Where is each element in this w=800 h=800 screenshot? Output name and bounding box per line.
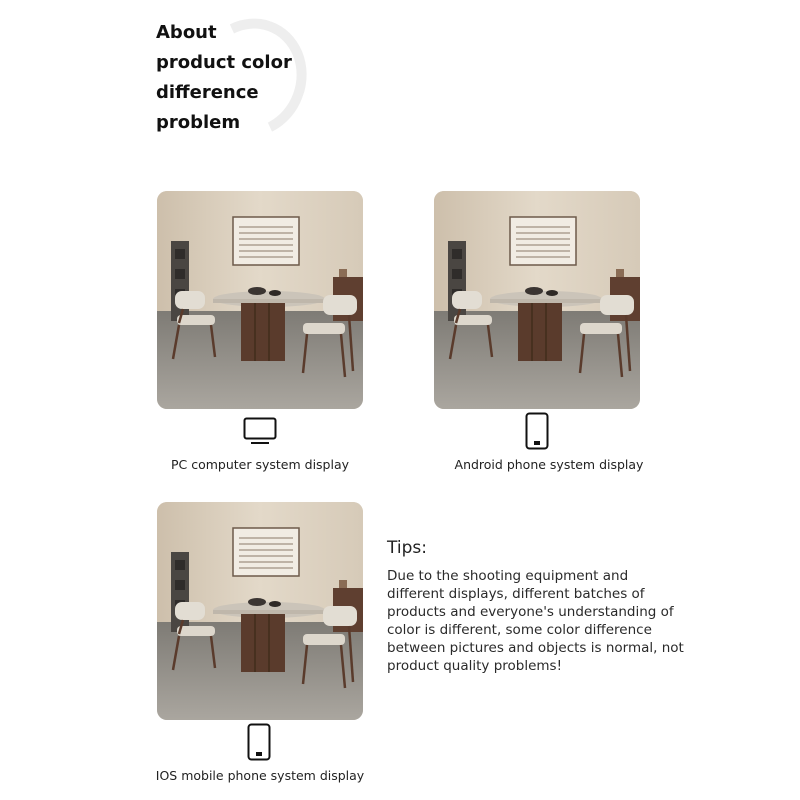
phone-icon bbox=[247, 723, 271, 765]
title-line-4: problem bbox=[156, 112, 241, 133]
ios-display-caption: IOS mobile phone system display bbox=[155, 768, 365, 783]
android-display-caption: Android phone system display bbox=[454, 457, 644, 472]
title-line-3: difference bbox=[156, 82, 259, 103]
tips-heading: Tips: bbox=[387, 538, 427, 558]
monitor-icon bbox=[243, 417, 277, 449]
ios-display-image bbox=[157, 502, 363, 720]
tips-body: Due to the shooting equipment and different displays, different batches of products and everyone's understanding of color is different, some color difference between pictures and objects is normal, not product quality problems! bbox=[387, 568, 684, 674]
title-line-1: About bbox=[156, 22, 217, 43]
phone-icon bbox=[525, 412, 549, 454]
title-line-2: product color bbox=[156, 52, 292, 73]
android-display-image bbox=[434, 191, 640, 409]
pc-display-image bbox=[157, 191, 363, 409]
page-title bbox=[156, 18, 356, 138]
pc-display-caption: PC computer system display bbox=[170, 457, 350, 472]
